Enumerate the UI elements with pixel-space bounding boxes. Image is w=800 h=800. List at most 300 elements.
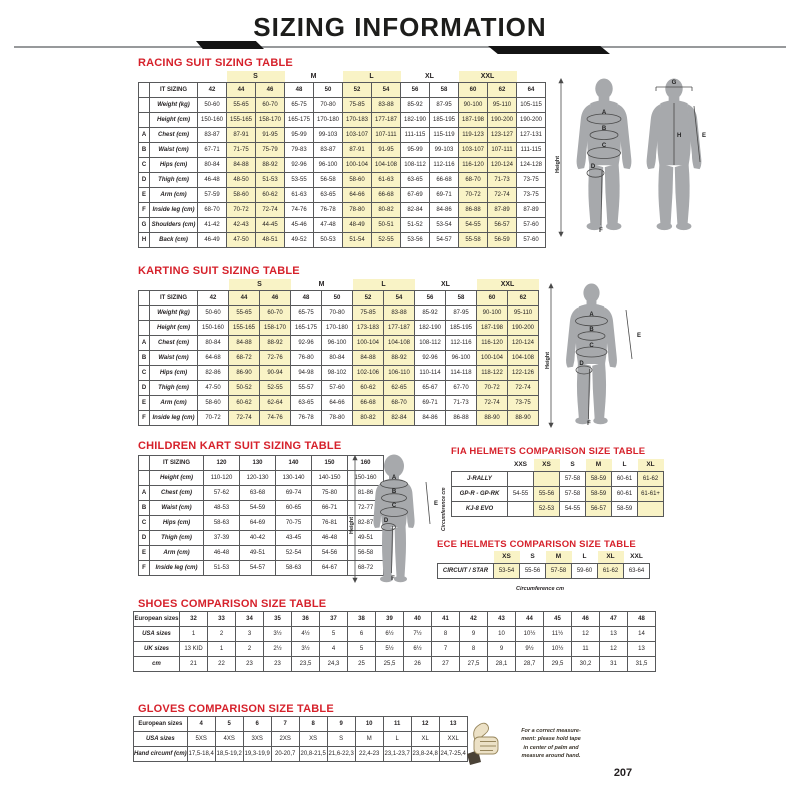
cell: 52-55 xyxy=(372,233,401,248)
size-group-header: XXL xyxy=(477,279,539,291)
cell: 64-69 xyxy=(240,516,276,531)
cell: 107-111 xyxy=(372,128,401,143)
cell: 88-92 xyxy=(256,158,285,173)
cell: 62 xyxy=(508,291,539,306)
cell: 49-51 xyxy=(348,531,384,546)
cell: 87-95 xyxy=(430,98,459,113)
cell: 5XS xyxy=(187,732,215,747)
cell: 68-70 xyxy=(459,173,488,188)
size-col-header: XS xyxy=(534,459,560,472)
cell: 61-61+ xyxy=(638,487,664,502)
row-letter xyxy=(139,113,150,128)
cell: 51-53 xyxy=(256,173,285,188)
cell: 42 xyxy=(460,612,488,627)
cell: 95-99 xyxy=(285,128,314,143)
karting-suit-table xyxy=(138,279,539,426)
cell: 57-58 xyxy=(560,487,586,502)
header-divider-accent xyxy=(196,41,264,49)
cell: 54-59 xyxy=(240,501,276,516)
cell: 7½ xyxy=(404,627,432,642)
size-col-header: XXS xyxy=(513,460,527,468)
row-label: GP-R - GP-RK xyxy=(452,487,508,502)
gloves-comparison-table xyxy=(133,716,468,762)
cell: 45-46 xyxy=(285,218,314,233)
cell: 81-86 xyxy=(348,486,384,501)
arrow-up-icon xyxy=(548,283,553,288)
cell: 55-56 xyxy=(534,487,560,502)
cell: 187-198 xyxy=(459,113,488,128)
cell: 46 xyxy=(572,612,600,627)
cell: 83-88 xyxy=(372,98,401,113)
page-number: 207 xyxy=(613,767,633,779)
cell: 95-110 xyxy=(488,98,517,113)
cell: 84-86 xyxy=(430,203,459,218)
cell: 46 xyxy=(260,291,291,306)
row-label: KJ-8 EVO xyxy=(452,502,508,517)
cell: 5 xyxy=(348,642,376,657)
cell: 56 xyxy=(415,291,446,306)
cell: 80-82 xyxy=(353,411,384,426)
cell: 30,2 xyxy=(572,657,600,672)
cell: 2 xyxy=(236,642,264,657)
cell: 57-60 xyxy=(517,233,546,248)
cell: 63-65 xyxy=(314,188,343,203)
cell: 60 xyxy=(477,291,508,306)
row-label: Chest (cm) xyxy=(150,336,198,351)
cell: 58-59 xyxy=(612,502,638,517)
cell: 74-76 xyxy=(285,203,314,218)
row-label: Arm (cm) xyxy=(150,546,204,561)
cell: 13 xyxy=(439,717,467,732)
cell: 5½ xyxy=(376,642,404,657)
row-letter xyxy=(139,456,150,471)
cell: 90-100 xyxy=(459,98,488,113)
row-letter: D xyxy=(139,381,150,396)
cell: 1 xyxy=(208,642,236,657)
cell: 79-83 xyxy=(285,143,314,158)
cell: 70-72 xyxy=(198,411,229,426)
cell: 155-165 xyxy=(227,113,256,128)
cell: 23 xyxy=(264,657,292,672)
fia-circumference-label: Circumference cm xyxy=(441,487,447,531)
cell: 76-80 xyxy=(291,351,322,366)
cell: 88-92 xyxy=(384,351,415,366)
cell: 82-84 xyxy=(401,203,430,218)
cell: XXL xyxy=(439,732,467,747)
cell: 12 xyxy=(600,642,628,657)
cell: 108-112 xyxy=(401,158,430,173)
cell: 56-57 xyxy=(488,218,517,233)
cell: 50-53 xyxy=(314,233,343,248)
row-label: Hand circumf (cm) xyxy=(134,747,188,762)
cell: 27 xyxy=(432,657,460,672)
cell: 120-124 xyxy=(508,336,539,351)
size-group-header: M xyxy=(318,280,325,288)
cell: 105-115 xyxy=(517,98,546,113)
cell: 100-104 xyxy=(477,351,508,366)
row-label: CIRCUIT / STAR xyxy=(438,564,494,579)
cell: 56-58 xyxy=(348,546,384,561)
cell: 50 xyxy=(322,291,353,306)
chest-letter: A xyxy=(589,312,594,318)
cell: 49-51 xyxy=(240,546,276,561)
cell: 70-72 xyxy=(227,203,256,218)
cell: 58-63 xyxy=(276,561,312,576)
cell: 27,5 xyxy=(460,657,488,672)
cell: 86-88 xyxy=(459,203,488,218)
cell: 150 xyxy=(312,456,348,471)
size-col-header: XXL xyxy=(630,552,643,560)
cell: 52 xyxy=(343,83,372,98)
note-line: in center of palm and xyxy=(523,744,579,751)
height-axis-label: Height xyxy=(545,351,551,369)
row-letter: E xyxy=(139,546,150,561)
cell: 87-89 xyxy=(517,203,546,218)
row-label: USA sizes xyxy=(134,732,188,747)
cell: 165-175 xyxy=(285,113,314,128)
row-letter: F xyxy=(139,203,150,218)
cell: 190-200 xyxy=(508,321,539,336)
cell: 58-59 xyxy=(586,487,612,502)
shoes-comparison-table xyxy=(133,611,656,672)
row-letter: B xyxy=(139,501,150,516)
cell: 53-56 xyxy=(401,233,430,248)
cell: 54-55 xyxy=(560,502,586,517)
cell: 187-198 xyxy=(477,321,508,336)
cell: 43 xyxy=(488,612,516,627)
cell: 87-91 xyxy=(227,128,256,143)
cell: 170-180 xyxy=(322,321,353,336)
thumbs-up-hand-icon xyxy=(461,716,507,766)
cell: 61-62 xyxy=(638,472,664,487)
row-letter: A xyxy=(139,128,150,143)
height-axis-label: Height xyxy=(555,155,561,173)
cell: 42 xyxy=(198,83,227,98)
row-label: Thigh (cm) xyxy=(150,173,198,188)
cell: 80-84 xyxy=(322,351,353,366)
cell: 64 xyxy=(517,83,546,98)
karting-measurement-figure xyxy=(544,281,662,431)
cell: 13 xyxy=(628,642,656,657)
cell: 82-86 xyxy=(198,366,229,381)
cell: 22 xyxy=(208,657,236,672)
cell: 38 xyxy=(348,612,376,627)
cell: 51-54 xyxy=(343,233,372,248)
cell: 56-57 xyxy=(586,502,612,517)
size-col-header: L xyxy=(582,552,587,560)
cell: 130 xyxy=(240,456,276,471)
cell: 23,5 xyxy=(292,657,320,672)
cell: 80-82 xyxy=(372,203,401,218)
cell: 72-74 xyxy=(229,411,260,426)
cell: 94-98 xyxy=(291,366,322,381)
cell: 2½ xyxy=(264,642,292,657)
spacer xyxy=(438,551,494,564)
cell: 72-74 xyxy=(488,188,517,203)
cell: 18,5-19,2 xyxy=(215,747,243,762)
cell: 69-71 xyxy=(415,396,446,411)
arm-letter: E xyxy=(702,133,707,139)
cell: 10½ xyxy=(516,627,544,642)
cell: 71-75 xyxy=(227,143,256,158)
cell: 60-70 xyxy=(260,306,291,321)
cell xyxy=(508,502,534,517)
cell: 47-48 xyxy=(314,218,343,233)
row-label: European sizes xyxy=(134,612,180,627)
cell: 54-57 xyxy=(430,233,459,248)
row-label: Weight (kg) xyxy=(150,306,198,321)
cell: 25,5 xyxy=(376,657,404,672)
cell: 124-128 xyxy=(517,158,546,173)
thigh-letter: D xyxy=(579,361,584,367)
header-divider-accent xyxy=(488,46,610,54)
cell: 68-72 xyxy=(229,351,260,366)
cell: 34 xyxy=(236,612,264,627)
cell: 95-110 xyxy=(508,306,539,321)
cell: 82-87 xyxy=(348,516,384,531)
cell: 88-92 xyxy=(260,336,291,351)
cell: 83-87 xyxy=(198,128,227,143)
row-letter: C xyxy=(139,366,150,381)
size-group-header: L xyxy=(353,279,415,291)
cell: 61-63 xyxy=(285,188,314,203)
cell: 118-122 xyxy=(477,366,508,381)
size-col-header: M xyxy=(586,459,612,472)
cell: 41 xyxy=(432,612,460,627)
cell: 9 xyxy=(488,642,516,657)
page-title: SIZING INFORMATION xyxy=(253,12,547,42)
cell: 73-75 xyxy=(508,396,539,411)
cell: 60-62 xyxy=(353,381,384,396)
cell: 68-70 xyxy=(384,396,415,411)
cell: 116-120 xyxy=(477,336,508,351)
cell: 52 xyxy=(353,291,384,306)
cell: 60-62 xyxy=(229,396,260,411)
size-group-header: S xyxy=(227,71,285,83)
cell: 190-200 xyxy=(517,113,546,128)
cell: 82-84 xyxy=(384,411,415,426)
cell: 9 xyxy=(460,627,488,642)
cell: 170-180 xyxy=(314,113,343,128)
cell: 44 xyxy=(516,612,544,627)
cell: 66-68 xyxy=(372,188,401,203)
cell: 165-175 xyxy=(291,321,322,336)
cell: 103-107 xyxy=(343,128,372,143)
cell: 58 xyxy=(430,83,459,98)
cell: 31 xyxy=(600,657,628,672)
size-col-header: XL xyxy=(598,551,624,564)
waist-letter: B xyxy=(391,489,397,495)
cell: 56 xyxy=(401,83,430,98)
size-group-header: XXL xyxy=(459,71,517,83)
cell: 190-200 xyxy=(488,113,517,128)
row-letter: H xyxy=(139,233,150,248)
cell: 140 xyxy=(276,456,312,471)
size-group-header: L xyxy=(343,71,401,83)
cell: 37 xyxy=(320,612,348,627)
row-label: IT SIZING xyxy=(150,83,198,98)
cell: 42 xyxy=(198,291,229,306)
cell: 55-58 xyxy=(459,233,488,248)
cell: 177-187 xyxy=(372,113,401,128)
cell: 6½ xyxy=(376,627,404,642)
cell: 2XS xyxy=(271,732,299,747)
cell: 51-53 xyxy=(204,561,240,576)
cell: 90-94 xyxy=(260,366,291,381)
chest-letter: A xyxy=(601,110,607,116)
ece-circumference-caption: Circumference cm xyxy=(516,586,564,592)
cell: 55-56 xyxy=(520,564,546,579)
row-letter: F xyxy=(139,411,150,426)
cell: 111-115 xyxy=(517,143,546,158)
size-group-header: S xyxy=(229,279,291,291)
cell: 72-74 xyxy=(256,203,285,218)
cell: 70-80 xyxy=(314,98,343,113)
cell: 60-61 xyxy=(612,472,638,487)
arrow-down-icon xyxy=(352,578,357,583)
cell: 69-71 xyxy=(430,188,459,203)
row-label: Arm (cm) xyxy=(150,188,198,203)
cell: 61-62 xyxy=(598,564,624,579)
cell: 44 xyxy=(227,83,256,98)
cell: 75-85 xyxy=(343,98,372,113)
cell: 53-54 xyxy=(494,564,520,579)
cell: XL xyxy=(411,732,439,747)
cell: 110-120 xyxy=(204,471,240,486)
cell: 111-115 xyxy=(401,128,430,143)
arm-letter: E xyxy=(637,333,642,339)
cell: 87-89 xyxy=(488,203,517,218)
size-col-header: S xyxy=(530,552,535,560)
row-label: Hips (cm) xyxy=(150,516,204,531)
cell: 72-74 xyxy=(508,381,539,396)
thigh-letter: D xyxy=(383,518,389,524)
gloves-table-title: GLOVES COMPARISON SIZE TABLE xyxy=(138,703,334,715)
cell: 43-45 xyxy=(276,531,312,546)
chest-letter: A xyxy=(391,475,397,481)
cell: 48 xyxy=(291,291,322,306)
cell: 100-104 xyxy=(353,336,384,351)
body-silhouette-front xyxy=(577,78,632,230)
cell: 173-183 xyxy=(353,321,384,336)
cell: 120-124 xyxy=(488,158,517,173)
cell: 25 xyxy=(348,657,376,672)
cell: 64-66 xyxy=(322,396,353,411)
cell: 80-84 xyxy=(198,336,229,351)
cell: 185-195 xyxy=(430,113,459,128)
cell xyxy=(534,472,560,487)
row-label: Height (cm) xyxy=(150,471,204,486)
children-table-title: CHILDREN KART SUIT SIZING TABLE xyxy=(138,440,342,452)
cell: 46-48 xyxy=(204,546,240,561)
cell: 69-74 xyxy=(276,486,312,501)
cell: 6½ xyxy=(404,642,432,657)
cell: 115-119 xyxy=(430,128,459,143)
cell: 58-59 xyxy=(586,472,612,487)
row-label: J-RALLY xyxy=(452,472,508,487)
cell: 21 xyxy=(180,657,208,672)
cell: 85-92 xyxy=(401,98,430,113)
cell: 182-190 xyxy=(401,113,430,128)
row-letter xyxy=(139,83,150,98)
cell: 10 xyxy=(355,717,383,732)
cell: 67-69 xyxy=(401,188,430,203)
cell: 72-76 xyxy=(260,351,291,366)
row-label: IT SIZING xyxy=(150,291,198,306)
cell: 29,5 xyxy=(544,657,572,672)
cell: 7 xyxy=(271,717,299,732)
row-label: Inside leg (cm) xyxy=(150,411,198,426)
cell: 9½ xyxy=(516,642,544,657)
cell: 78-80 xyxy=(343,203,372,218)
cell: 123-127 xyxy=(488,128,517,143)
cell: 37-39 xyxy=(204,531,240,546)
cell: 47-50 xyxy=(227,233,256,248)
cell: 54-56 xyxy=(312,546,348,561)
row-letter: F xyxy=(139,561,150,576)
cell: 150-160 xyxy=(198,113,227,128)
header-divider xyxy=(14,46,786,48)
child-silhouette xyxy=(373,455,414,583)
cell: 56-59 xyxy=(488,233,517,248)
cell: 120 xyxy=(204,456,240,471)
row-letter: C xyxy=(139,516,150,531)
cell: 4 xyxy=(187,717,215,732)
cell: 31,5 xyxy=(628,657,656,672)
arrow-down-icon xyxy=(548,423,553,428)
cell: 44-45 xyxy=(256,218,285,233)
cell: 8 xyxy=(299,717,327,732)
cell: 58-60 xyxy=(343,173,372,188)
cell: 57-62 xyxy=(204,486,240,501)
cell: 64-68 xyxy=(198,351,229,366)
cell: 92-96 xyxy=(291,336,322,351)
cell: 112-116 xyxy=(430,158,459,173)
cell: 103-107 xyxy=(459,143,488,158)
row-letter: D xyxy=(139,173,150,188)
cell: L xyxy=(383,732,411,747)
cell: 60-65 xyxy=(276,501,312,516)
row-label: USA sizes xyxy=(134,627,180,642)
cell: 54-57 xyxy=(240,561,276,576)
cell: 50 xyxy=(314,83,343,98)
cell: 160 xyxy=(348,456,384,471)
cell xyxy=(638,502,664,517)
cell: 6 xyxy=(348,627,376,642)
cell: 60-61 xyxy=(612,487,638,502)
cell: 110-114 xyxy=(415,366,446,381)
arm-letter: E xyxy=(434,501,439,507)
cell: 47-50 xyxy=(198,381,229,396)
cell: 104-108 xyxy=(508,351,539,366)
cell: 57-58 xyxy=(560,472,586,487)
cell: 28,7 xyxy=(516,657,544,672)
cell: 65-75 xyxy=(291,306,322,321)
row-label: Height (cm) xyxy=(150,321,198,336)
cell: 120-130 xyxy=(240,471,276,486)
cell: 32 xyxy=(180,612,208,627)
cell: 36 xyxy=(292,612,320,627)
hips-letter: C xyxy=(601,143,607,149)
cell: 48-49 xyxy=(343,218,372,233)
cell: 56-58 xyxy=(314,173,343,188)
height-axis-label: Height xyxy=(349,516,355,534)
cell: 100-104 xyxy=(343,158,372,173)
cell: 80-84 xyxy=(198,158,227,173)
waist-letter: B xyxy=(589,327,594,333)
cell: 44 xyxy=(229,291,260,306)
cell: 92-96 xyxy=(285,158,314,173)
